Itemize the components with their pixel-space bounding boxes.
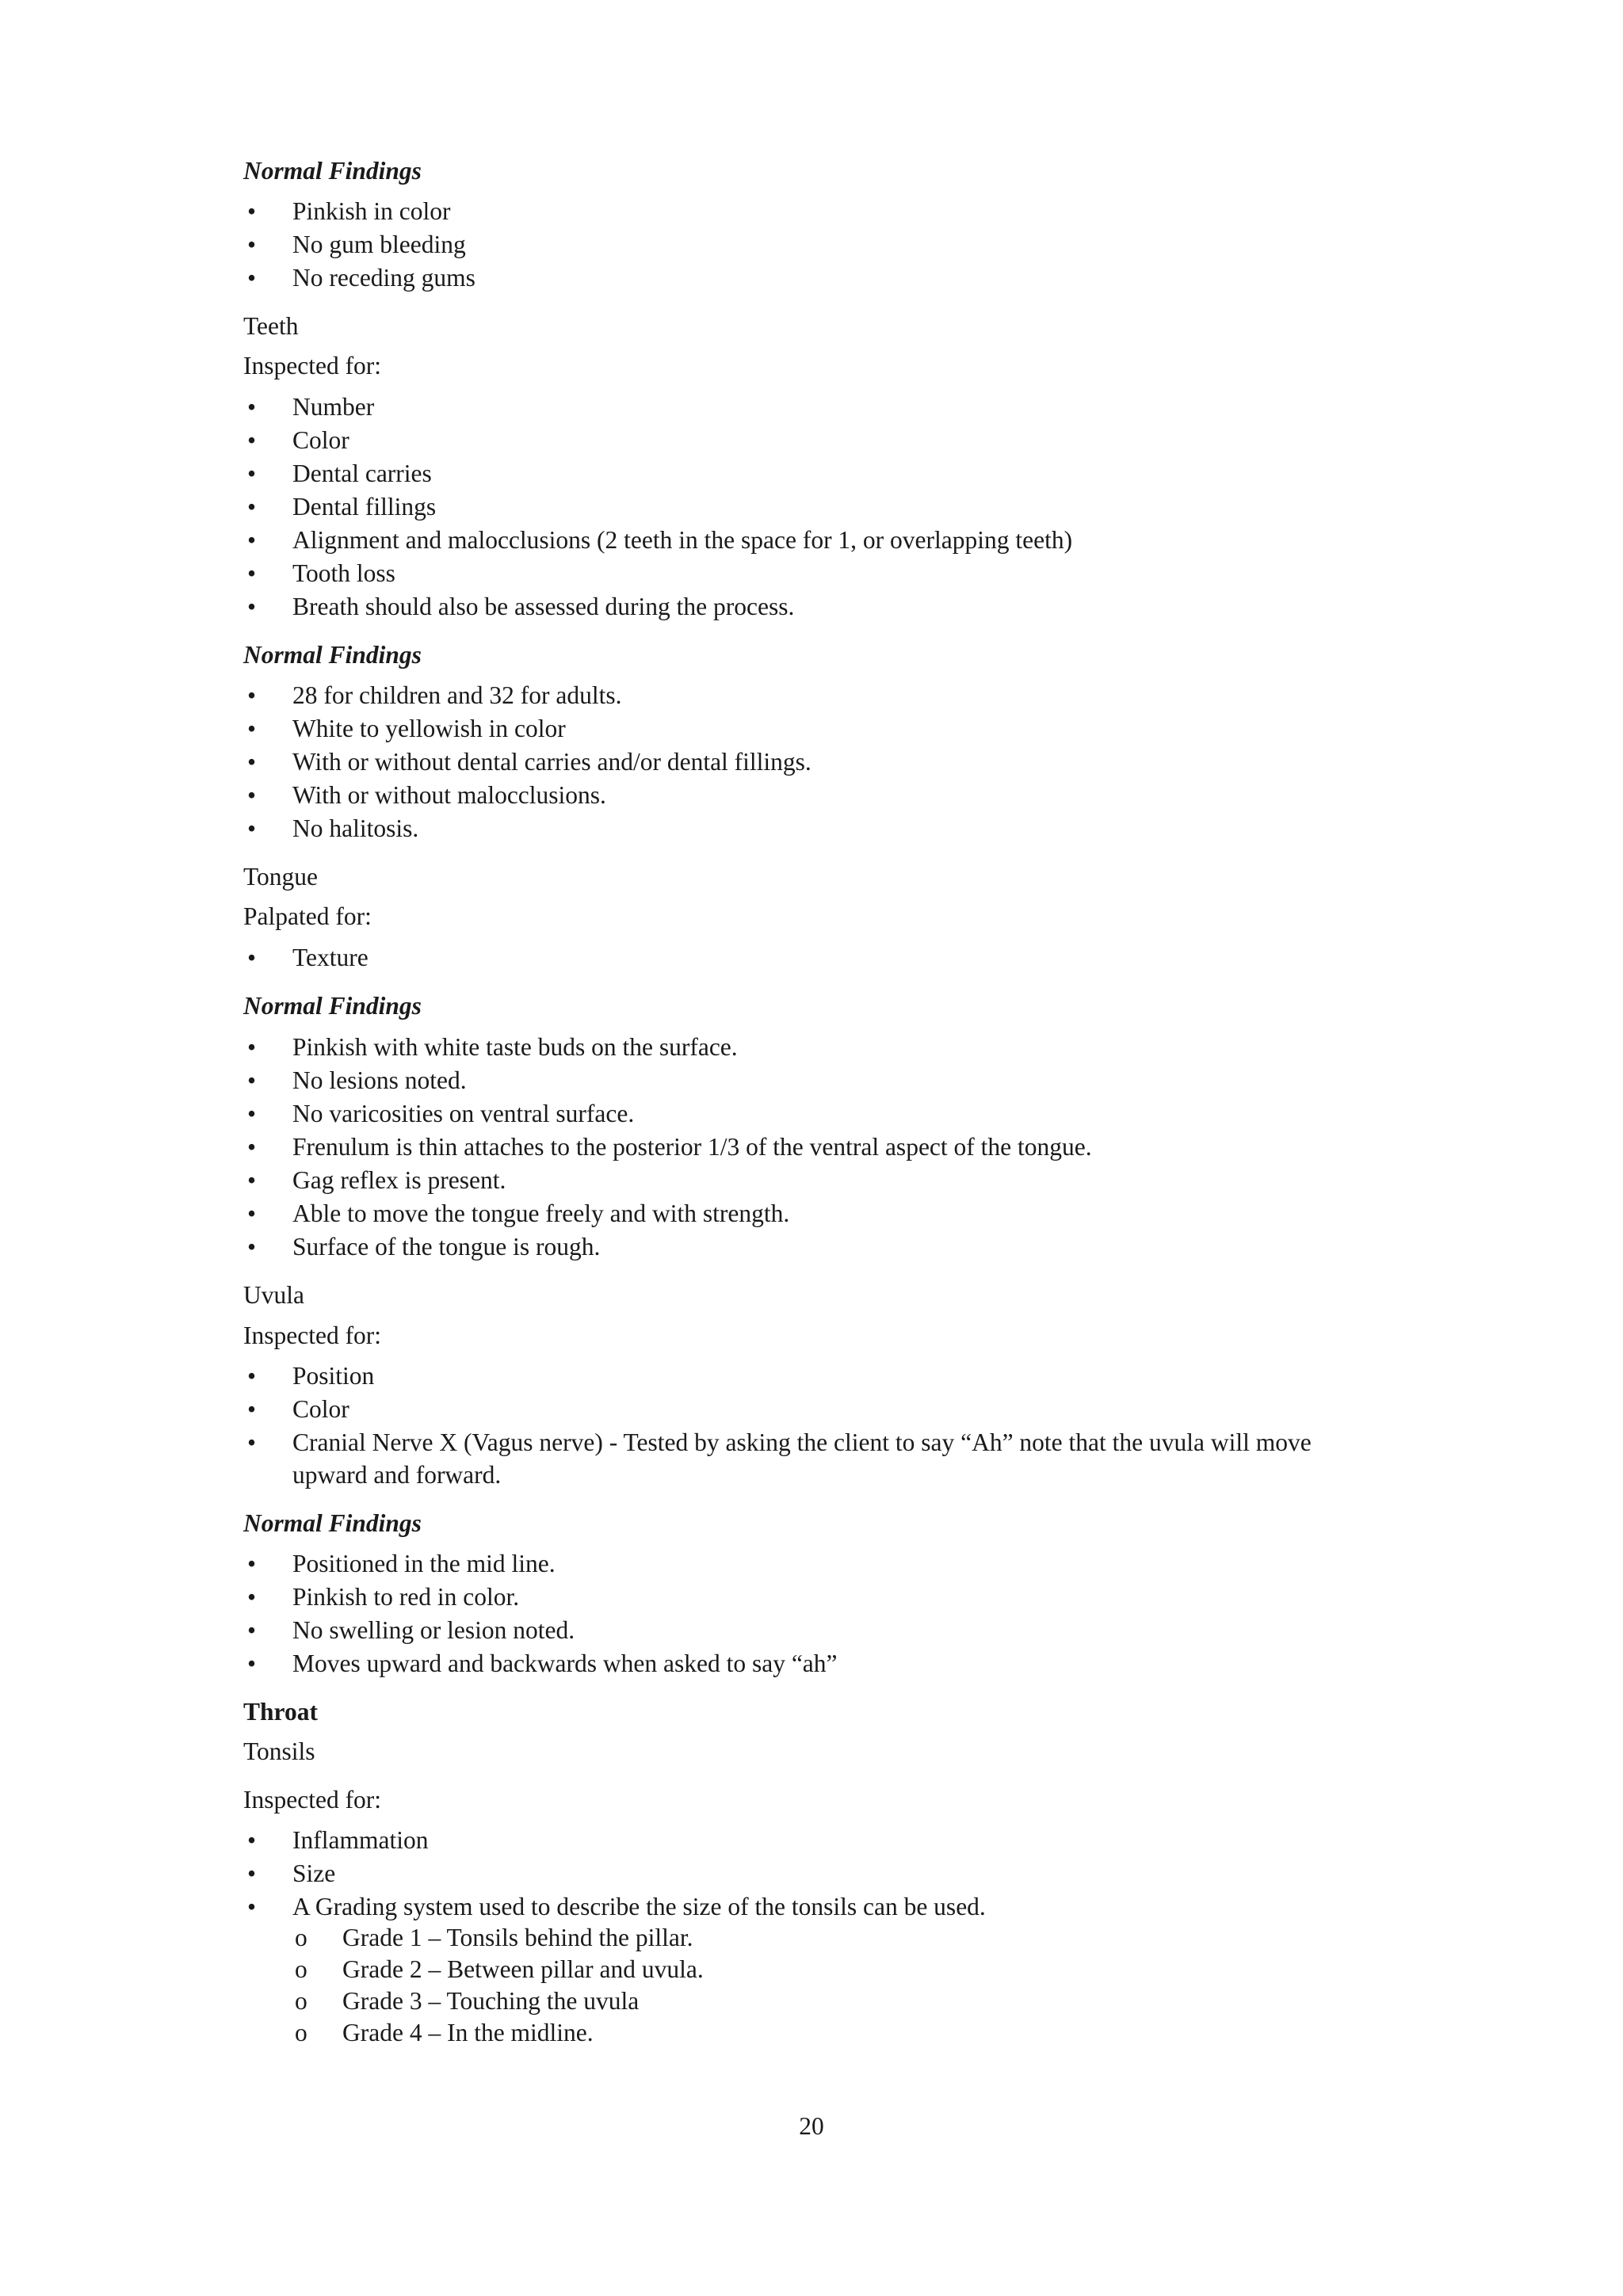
list-item: Moves upward and backwards when asked to say “ah” [292, 1650, 838, 1677]
grade-item: Grade 3 – Touching the uvula [342, 1987, 640, 2015]
list-item: A Grading system used to describe the size of the tonsils can be used. [292, 1893, 986, 1920]
bullet-icon: • [247, 197, 257, 225]
teeth-normal-findings-heading: Normal Findings [243, 641, 422, 669]
list-item: Color [292, 1395, 349, 1423]
grade-item: Grade 2 – Between pillar and uvula. [342, 1955, 704, 1983]
list-item: Position [292, 1362, 375, 1390]
page-number: 20 [799, 2112, 824, 2140]
bullet-icon: • [247, 559, 257, 587]
list-item: No lesions noted. [292, 1066, 467, 1094]
list-item: Pinkish to red in color. [292, 1583, 520, 1611]
list-item: Frenulum is thin attaches to the posterior 1/3 of the ventral aspect of the tongue. [292, 1133, 1092, 1161]
list-item: Pinkish with white taste buds on the surface. [292, 1033, 738, 1061]
list-item-continuation: upward and forward. [292, 1461, 502, 1489]
bullet-icon: • [247, 393, 257, 421]
list-item: Pinkish in color [292, 197, 451, 225]
list-item: Positioned in the mid line. [292, 1550, 556, 1577]
teeth-intro: Inspected for: [243, 352, 382, 379]
list-item: White to yellowish in color [292, 715, 566, 742]
gums-normal-findings-heading: Normal Findings [243, 157, 422, 185]
list-item: Color [292, 426, 349, 454]
bullet-icon: • [247, 1362, 257, 1390]
bullet-icon: • [247, 1859, 257, 1887]
bullet-icon: • [247, 781, 257, 809]
bullet-icon: • [247, 1100, 257, 1127]
list-item: Cranial Nerve X (Vagus nerve) - Tested by asking the client to say “Ah” note that the uvula will move [292, 1428, 1312, 1456]
bullet-icon: • [247, 1199, 257, 1227]
tongue-normal-findings-heading: Normal Findings [243, 992, 422, 1020]
tonsils-intro: Inspected for: [243, 1786, 382, 1814]
grade-item: Grade 1 – Tonsils behind the pillar. [342, 1924, 693, 1951]
sub-bullet-icon: o [295, 1924, 307, 1951]
bullet-icon: • [247, 526, 257, 554]
grade-item: Grade 4 – In the midline. [342, 2019, 594, 2046]
bullet-icon: • [247, 1893, 257, 1920]
bullet-icon: • [247, 1066, 257, 1094]
bullet-icon: • [247, 1033, 257, 1061]
list-item: 28 for children and 32 for adults. [292, 681, 622, 709]
bullet-icon: • [247, 1583, 257, 1611]
bullet-icon: • [247, 1428, 257, 1456]
throat-heading: Throat [243, 1698, 318, 1726]
list-item: With or without malocclusions. [292, 781, 606, 809]
list-item: No varicosities on ventral surface. [292, 1100, 635, 1127]
list-item: Alignment and malocclusions (2 teeth in the space for 1, or overlapping teeth) [292, 526, 1073, 554]
bullet-icon: • [247, 593, 257, 620]
bullet-icon: • [247, 264, 257, 292]
bullet-icon: • [247, 1826, 257, 1854]
bullet-icon: • [247, 1395, 257, 1423]
bullet-icon: • [247, 681, 257, 709]
bullet-icon: • [247, 814, 257, 842]
bullet-icon: • [247, 1133, 257, 1161]
bullet-icon: • [247, 944, 257, 971]
list-item: No receding gums [292, 264, 475, 292]
bullet-icon: • [247, 1550, 257, 1577]
list-item: Number [292, 393, 375, 421]
bullet-icon: • [247, 426, 257, 454]
list-item: Able to move the tongue freely and with strength. [292, 1199, 790, 1227]
list-item: Texture [292, 944, 369, 971]
list-item: Dental fillings [292, 493, 437, 521]
bullet-icon: • [247, 1650, 257, 1677]
tongue-intro: Palpated for: [243, 902, 372, 930]
teeth-title: Teeth [243, 312, 299, 340]
sub-bullet-icon: o [295, 1987, 307, 2015]
list-item: With or without dental carries and/or dental fillings. [292, 748, 812, 776]
list-item: No halitosis. [292, 814, 419, 842]
bullet-icon: • [247, 748, 257, 776]
list-item: Dental carries [292, 460, 432, 487]
list-item: Tooth loss [292, 559, 395, 587]
bullet-icon: • [247, 1616, 257, 1644]
uvula-title: Uvula [243, 1281, 304, 1309]
tonsils-title: Tonsils [243, 1737, 315, 1765]
list-item: Gag reflex is present. [292, 1166, 506, 1194]
sub-bullet-icon: o [295, 1955, 307, 1983]
list-item: Surface of the tongue is rough. [292, 1233, 601, 1261]
uvula-intro: Inspected for: [243, 1322, 382, 1349]
list-item: Breath should also be assessed during the process. [292, 593, 795, 620]
sub-bullet-icon: o [295, 2019, 307, 2046]
bullet-icon: • [247, 231, 257, 258]
bullet-icon: • [247, 1166, 257, 1194]
list-item: No swelling or lesion noted. [292, 1616, 575, 1644]
list-item: No gum bleeding [292, 231, 466, 258]
bullet-icon: • [247, 493, 257, 521]
list-item: Size [292, 1859, 336, 1887]
tongue-title: Tongue [243, 863, 319, 891]
bullet-icon: • [247, 1233, 257, 1261]
uvula-normal-findings-heading: Normal Findings [243, 1509, 422, 1537]
bullet-icon: • [247, 715, 257, 742]
list-item: Inflammation [292, 1826, 429, 1854]
bullet-icon: • [247, 460, 257, 487]
